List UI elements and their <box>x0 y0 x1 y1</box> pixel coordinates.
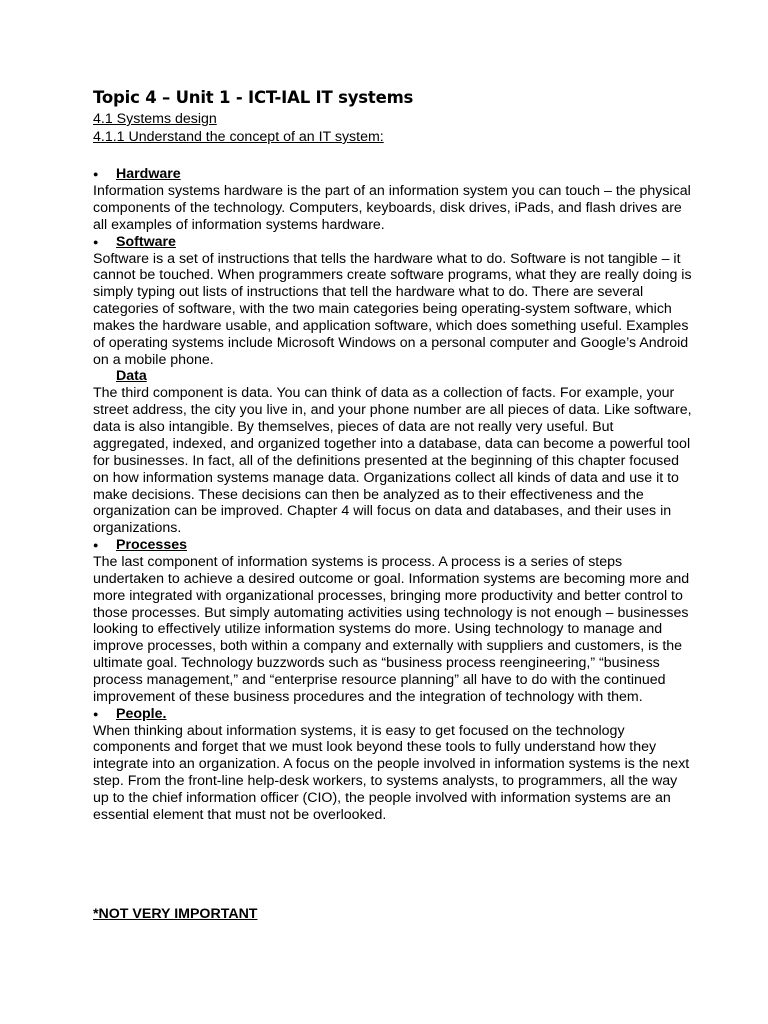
processes-paragraph: The last component of information systems is process. A process is a series of steps undertaken to achieve a desired outcome or goal. Information systems are becoming more and more integrated with organizational processes, bringing more productivity and better control to those processes. But simply automating activities using technology is not enough – businesses looking to effectively utilize information systems do more. Using technology to manage and improve processes, both within a company and externally with suppliers and customers, is the ultimate goal. Technology buzzwords such as “business process reengineering,” “business process management,” and “enterprise resource planning” all have to do with the continued improvement of these business procedures and the integration of technology with them. <box>93 554 690 705</box>
processes-heading: Processes <box>116 537 187 554</box>
hardware-heading: Hardware <box>116 166 181 182</box>
bullet-icon: ● <box>93 540 99 551</box>
hardware-paragraph: Information systems hardware is the part of an information system you can touch – the physical components of the technology. Computers, keyboards, disk drives, iPads, and flash drives are all examples of information systems hardware. <box>93 183 691 233</box>
section-hardware <box>93 166 693 183</box>
section-processes <box>93 537 693 554</box>
section-software <box>93 234 693 251</box>
document-body <box>93 166 693 824</box>
page-title: Topic 4 – Unit 1 - ICT-IAL IT systems <box>93 88 414 107</box>
bullet-icon: ● <box>93 236 99 247</box>
data-heading: Data <box>116 368 147 385</box>
data-paragraph: The third component is data. You can think of data as a collection of facts. For example, your street address, the city you live in, and your phone number are all pieces of data. Like software, data is also intangible. By themselves, pieces of data are not really very useful. But aggregated, indexed, and organized together into a database, data can become a powerful tool for businesses. In fact, all of the definitions presented at the beginning of this chapter focused on how information systems manage data. Organizations collect all kinds of data and use it to make decisions. These decisions can then be analyzed as to their effectiveness and the organization can be improved. Chapter 4 will focus on data and databases, and their uses in organizations. <box>93 385 692 537</box>
subsection-heading: 4.1.1 Understand the concept of an IT system: <box>93 129 384 145</box>
people-paragraph: When thinking about information systems, it is easy to get focused on the technology components and forget that we must look beyond these tools to fully understand how they integrate into an organization. A focus on the people involved in information systems is the next step. From the front-line help-desk workers, to systems analysts, to programmers, all the way up to the chief information officer (CIO), the people involved with information systems are an essential element that must not be overlooked. <box>93 722 690 823</box>
software-paragraph: Software is a set of instructions that tells the hardware what to do. Software is not tangible – it cannot be touched. When programmers create software programs, what they are really doing is simply typing out lists of instructions that tell the hardware what to do. There are several categories of software, with the two main categories being operating-system software, which makes the hardware usable, and application software, which does something useful. Examples of operating systems include Microsoft Windows on a personal computer and Google’s Android on a mobile phone. <box>93 250 692 368</box>
section-people <box>93 706 693 723</box>
bullet-icon: ● <box>93 708 99 719</box>
importance-note: *NOT VERY IMPORTANT <box>93 906 258 922</box>
section-heading: 4.1 Systems design <box>93 111 217 127</box>
people-heading: People. <box>116 705 167 722</box>
software-heading: Software <box>116 233 176 250</box>
section-data <box>93 368 693 385</box>
bullet-icon: ● <box>93 169 99 179</box>
